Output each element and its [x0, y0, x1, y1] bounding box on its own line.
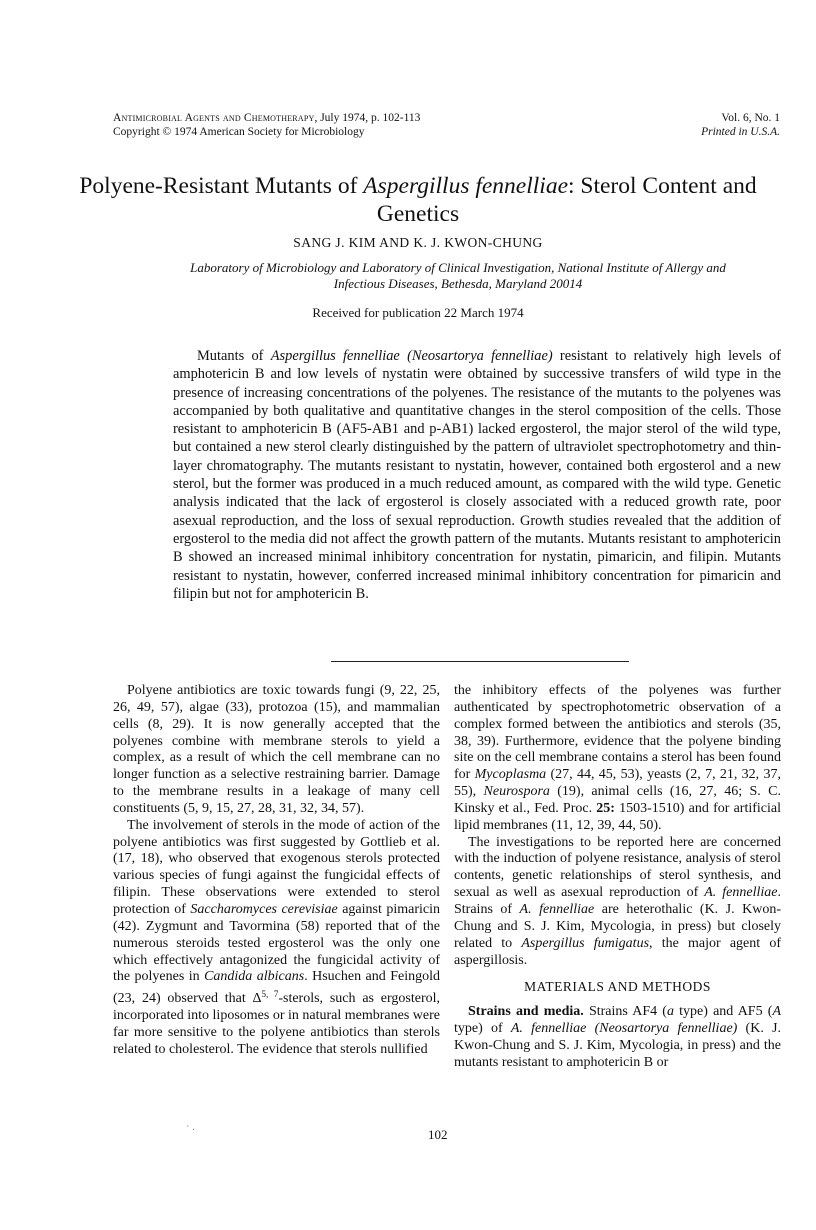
intro-paragraph-2	[113, 818, 440, 1059]
text-run: type) and AF5 (	[673, 1004, 773, 1020]
left-column	[113, 683, 440, 1059]
text-run: type) of	[454, 1021, 511, 1037]
journal-header-right	[701, 111, 780, 139]
text-run: -sterols, such as ergosterol, incorporated into liposomes or in natural membranes were far more sensitive to the polyene antibiotics than sterols related to cholesterol. The evidence that sterols nullified	[113, 991, 440, 1057]
text-run: The investigations to be reported here are concerned with the induction of polyene resistance, analysis of sterol contents, genetic relationships of sterol synthesis, and sexual as well as asexual reproduction of	[454, 834, 781, 901]
intro-paragraph-1: Polyene antibiotics are toxic towards fungi (9, 22, 25, 26, 49, 57), algae (33), protozoa (15), and mammalian cells (8, 29). It is now generally accepted that the polyenes combine with membrane sterols to yield a complex, as a result of which the cell membrane can no longer function as a selective restraining barrier. Damage to the membrane results in a leakage of many cell constituents (5, 9, 15, 27, 28, 31, 32, 34, 57).	[113, 683, 440, 816]
text-run: 1503-1510) and for artificial lipid membranes (11, 12, 39, 44, 50).	[454, 800, 781, 833]
printed-info: Printed in U.S.A.	[701, 126, 780, 138]
volume-info: Vol. 6, No. 1	[721, 112, 780, 124]
page-number: 102	[428, 1127, 448, 1142]
received-date: Received for publication 22 March 1974	[312, 305, 524, 320]
abstract	[173, 347, 781, 603]
text-run: against pimaricin (42). Zygmunt and Tavormina (58) reported that of the numerous steroids tested ergosterol was the only one which effectively antagonized the fungicidal activity of the polyenes in	[113, 901, 440, 985]
authors: SANG J. KIM AND K. J. KWON-CHUNG	[293, 235, 543, 250]
text-run: are heterothalic (K. J. Kwon-Chung and S. J. Kim, Mycologia, in press) but closely related to	[454, 901, 781, 951]
subsection-heading: Strains and media.	[468, 1004, 584, 1020]
right-column	[454, 683, 781, 1072]
abstract-text-2: resistant to relatively high levels of amphotericin B and low levels of nystatin were obtained by successive transfers of wild type in the presence of increasing concentrations of the polyenes. The resistance of the mutants to the polyenes was accompanied by both qualitative and quantitative changes in the sterol composition of the cells. Those resistant to amphotericin B (AF5-AB1 and p-AB1) lacked ergosterol, the major sterol of the wild type, but contained a new sterol clearly distinguished by the pattern of ultraviolet spectrophotometry and thin-layer chromatography. The mutants resistant to nystatin, however, contained both ergosterol and a new sterol, but the former was produced in a much reduced amount, as compared with the wild type. Genetic analysis indicated that the lack of ergosterol is closely associated with a reduced growth rate, poor asexual reproduction, and the loss of sexual reproduction. Growth studies revealed that the addition of ergosterol to the media did not affect the growth pattern of the mutants. Mutants resistant to amphotericin B showed an increased minimal inhibitory concentration for nystatin, pimaricin, and filipin. Mutants resistant to nystatin, however, conferred increased minimal inhibitory concentration for pimaricin and filipin but not for amphotericin B.	[173, 348, 781, 602]
intro-paragraph-2-continued	[454, 683, 781, 835]
species-name: A. fennelliae (Neosartorya fennelliae)	[510, 1021, 738, 1037]
scan-mark: ` ·	[186, 1125, 196, 1136]
abstract-text-1: Mutants of	[197, 348, 271, 364]
mating-type: A	[772, 1004, 781, 1020]
text-run: (K. J. Kwon-Chung and S. J. Kim, Mycologia, in press) and the mutants resistant to amphotericin B or	[454, 1021, 781, 1070]
text-run: The involvement of sterols in the mode of action of the polyene antibiotics was first suggested by Gottlieb et al. (17, 18), who observed that exogenous sterols protected various species of fungi against the fungicidal effects of filipin. These observations were extended to sterol protection of	[113, 817, 440, 917]
species-name: Neurospora	[483, 784, 550, 800]
species-name: Saccharomyces cerevisiae	[190, 901, 338, 917]
species-name: A. fennelliae	[519, 901, 595, 917]
journal-header-left	[113, 111, 420, 139]
mating-type: a	[666, 1004, 674, 1020]
text-run: (27, 44, 45, 53), yeasts (2, 7, 21, 32, 37, 55),	[454, 767, 781, 800]
superscript: 5, 7	[261, 989, 279, 1000]
journal-issue: , July 1974, p. 102-113	[314, 112, 421, 124]
text-run: (19), animal cells (16, 27, 46; S. C. Kinsky et al., Fed. Proc.	[454, 784, 781, 816]
intro-paragraph-3	[454, 835, 781, 970]
abstract-divider	[331, 661, 629, 662]
methods-paragraph-1	[454, 1004, 781, 1071]
title-species: Aspergillus fennelliae	[363, 173, 568, 199]
volume-number: 25:	[596, 800, 615, 816]
species-name: Mycoplasma	[474, 767, 547, 783]
article-title	[60, 172, 776, 228]
journal-citation	[113, 111, 420, 125]
section-heading: MATERIALS AND METHODS	[524, 979, 711, 995]
affiliation	[128, 260, 788, 292]
title-part-2: : Sterol Content and Genetics	[376, 173, 757, 227]
affiliation-line-1: Laboratory of Microbiology and Laboratory of Clinical Investigation, National Institute of Allergy and	[190, 260, 726, 275]
text-run: the inhibitory effects of the polyenes was further authenticated by spectrophotometric observation of a complex formed between the antibiotics and sterols (35, 38, 39). Furthermore, evidence that the polyene binding site on the cell membrane contains a sterol has been found for	[454, 683, 781, 783]
species-name: Aspergillus fumigatus	[521, 935, 650, 951]
copyright-line: Copyright © 1974 American Society for Microbiology	[113, 126, 365, 138]
species-name: A. fennelliae	[704, 885, 778, 901]
title-part-1: Polyene-Resistant Mutants of	[79, 173, 364, 199]
text-run: . Hsuchen and Feingold (23, 24) observed that Δ	[113, 969, 440, 1007]
text-run: . Strains of	[454, 885, 781, 917]
text-run: Strains AF4 (	[583, 1004, 667, 1020]
text-run: , the major agent of aspergillosis.	[454, 935, 781, 968]
abstract-species: Aspergillus fennelliae (Neosartorya fennelliae)	[270, 348, 553, 364]
affiliation-line-2: Infectious Diseases, Bethesda, Maryland 20014	[333, 276, 583, 291]
journal-name: Antimicrobial Agents and Chemotherapy	[113, 112, 315, 124]
species-name: Candida albicans	[204, 969, 305, 985]
